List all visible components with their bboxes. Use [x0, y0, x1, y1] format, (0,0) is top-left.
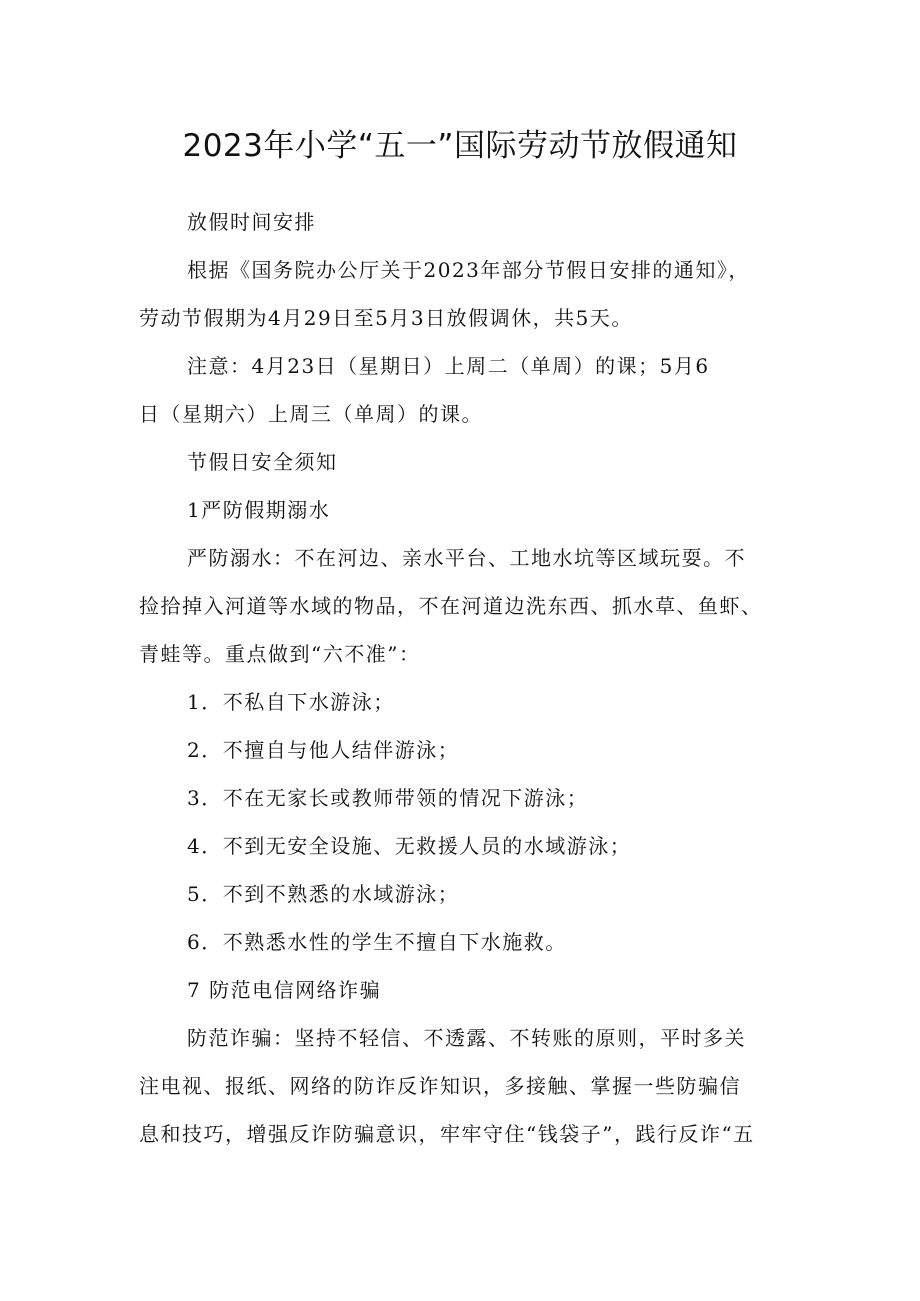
paragraph-fraud-heading [139, 966, 784, 1014]
list-item-rule-1 [139, 678, 784, 726]
text-line: 息和技巧，增强反诈防骗意识，牢牢守住“钱袋子”，践行反诈“五 [139, 1122, 755, 1146]
list-item-rule-4 [139, 822, 784, 870]
paragraph-holiday-schedule-heading [139, 198, 784, 246]
text-line: 注意：4月23日（星期日）上周二（单周）的课；5月6 [187, 354, 710, 378]
text-line: 防范诈骗：坚持不轻信、不透露、不转账的原则，平时多关 [187, 1026, 746, 1050]
list-item-rule-5 [139, 870, 784, 918]
paragraph-drowning-prevention [139, 534, 784, 678]
text-line: 放假时间安排 [187, 210, 316, 234]
paragraph-safety-heading [139, 438, 784, 486]
text-line: 3．不在无家长或教师带领的情况下游泳； [187, 786, 589, 810]
text-line: 6．不熟悉水性的学生不擅自下水施救。 [187, 930, 567, 954]
paragraph-fraud-prevention [139, 1014, 784, 1158]
text-line: 严防溺水：不在河边、亲水平台、工地水坑等区域玩耍。不 [187, 546, 746, 570]
text-line: 5．不到不熟悉的水域游泳； [187, 882, 460, 906]
paragraph-makeup-class-note [139, 342, 784, 438]
list-item-rule-2 [139, 726, 784, 774]
text-line: 注电视、报纸、网络的防诈反诈知识，多接触、掌握一些防骗信 [139, 1074, 741, 1098]
text-line: 日（星期六）上周三（单周）的课。 [139, 402, 483, 426]
text-line: 2．不擅自与他人结伴游泳； [187, 738, 460, 762]
document-title: 2023年小学“五一”国际劳动节放假通知 [182, 128, 738, 164]
paragraph-holiday-notice [139, 246, 784, 342]
text-line: 根据《国务院办公厅关于2023年部分节假日安排的通知》， [187, 258, 750, 282]
document-body [139, 198, 784, 1158]
text-line: 1．不私自下水游泳； [187, 690, 395, 714]
paragraph-drowning-heading [139, 486, 784, 534]
text-line: 捡拾掉入河道等水域的物品，不在河道边洗东西、抓水草、鱼虾、 [139, 594, 763, 618]
text-line: 7 防范电信网络诈骗 [187, 978, 382, 1002]
text-line: 1严防假期溺水 [187, 498, 331, 522]
text-line: 青蛙等。重点做到“六不准”： [139, 642, 421, 666]
list-item-rule-3 [139, 774, 784, 822]
list-item-rule-6 [139, 918, 784, 966]
text-line: 劳动节假期为4月29日至5月3日放假调休，共5天。 [139, 306, 633, 330]
text-line: 节假日安全须知 [187, 450, 338, 474]
text-line: 4．不到无安全设施、无救援人员的水域游泳； [187, 834, 632, 858]
